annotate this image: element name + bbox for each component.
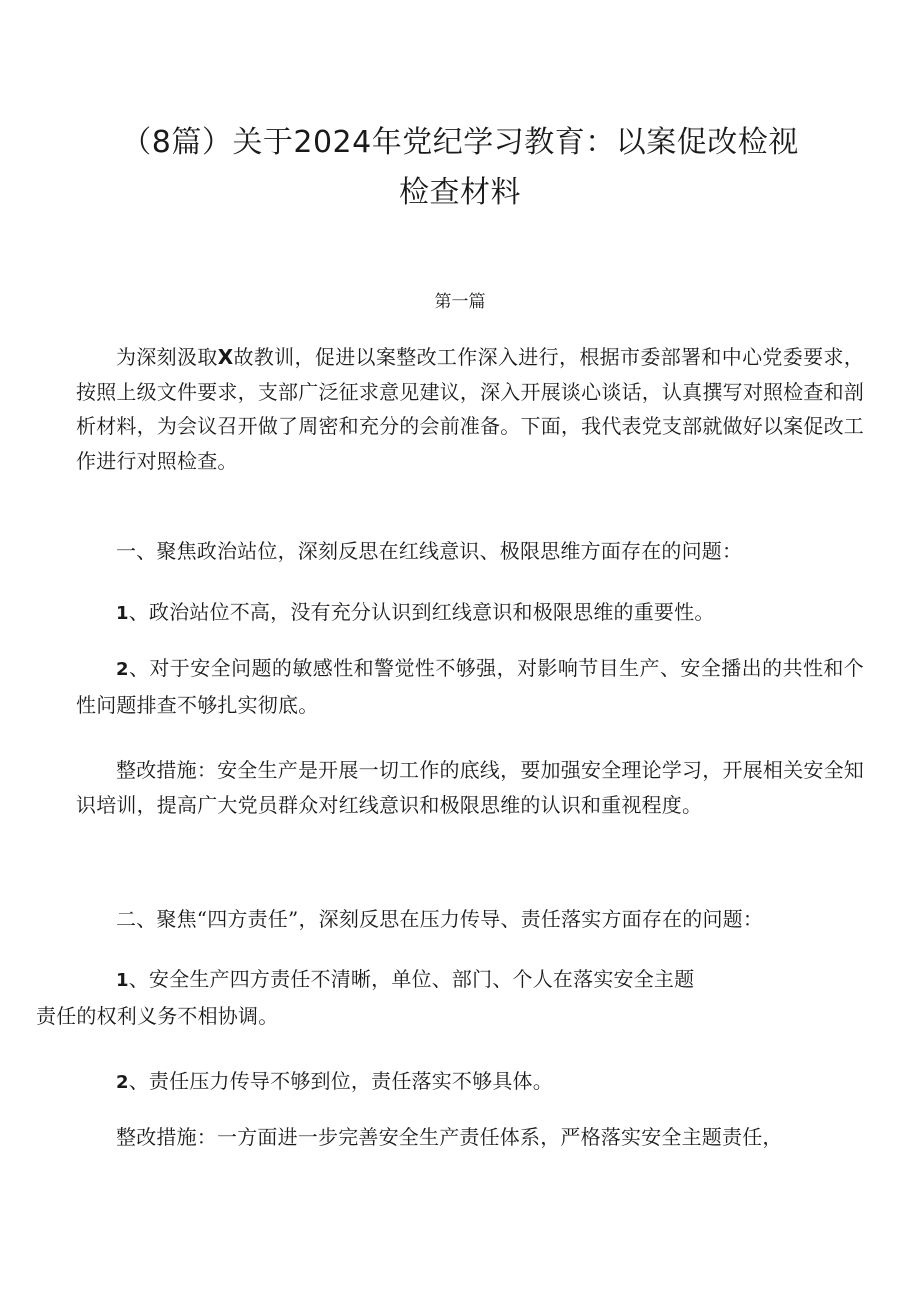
item-number: 1 [116, 603, 129, 624]
part1-item-1 [76, 595, 864, 632]
item-text: 、责任压力传导不够到位，责任落实不够具体。 [128, 1069, 553, 1093]
part2-measures: 整改措施：一方面进一步完善安全生产责任体系，严格落实安全主题责任， [116, 1125, 783, 1149]
part2-item-2 [76, 1064, 864, 1101]
part1-heading: 一、聚焦政治站位，深刻反思在红线意识、极限思维方面存在的问题： [116, 539, 743, 563]
intro-text-start: 为深刻汲取 [116, 345, 218, 369]
part2-heading: 二、聚焦“四方责任”，深刻反思在压力传导、责任落实方面存在的问题： [116, 907, 764, 931]
item-text: 、政治站位不高，没有充分认识到红线意识和极限思维的重要性。 [128, 600, 715, 624]
intro-paragraph [76, 340, 864, 478]
item-text-line-1: 、安全生产四方责任不清晰，单位、部门、个人在落实安全主题 [128, 967, 695, 991]
title-line-1: （8篇）关于2024年党纪学习教育：以案促改检视 [121, 125, 799, 160]
item-line-1 [116, 967, 694, 991]
part1-measures: 整改措施：安全生产是开展一切工作的底线，要加强安全理论学习，开展相关安全知识培训，提高广大党员群众对红线意识和极限思维的认识和重视程度。 [76, 758, 864, 817]
item-text: 、对于安全问题的敏感性和警觉性不够强，对影响节目生产、安全播出的共性和个性问题排查不够扎实彻底。 [76, 656, 864, 717]
item-text-line-2: 责任的权利义务不相协调。 [36, 1003, 279, 1028]
title-line-2: 检查材料 [399, 175, 521, 210]
part1-item-2 [76, 651, 864, 722]
intro-x-marker: X [217, 345, 234, 369]
item-number: 2 [116, 1072, 129, 1093]
part2-item-1 [36, 962, 864, 1033]
section-heading: 第一篇 [434, 292, 486, 312]
item-number: 1 [116, 970, 129, 991]
intro-text-rest: 故教训，促进以案整改工作深入进行，根据市委部署和中心党委要求，按照上级文件要求，支部广泛征求意见建议，深入开展谈心谈话，认真撰写对照检查和剖析材料，为会议召开做了周密和充分的会前准备。下面，我代表党支部就做好以案促改工作进行对照检查。 [76, 345, 864, 473]
document-title [60, 118, 860, 218]
item-number: 2 [116, 659, 129, 680]
